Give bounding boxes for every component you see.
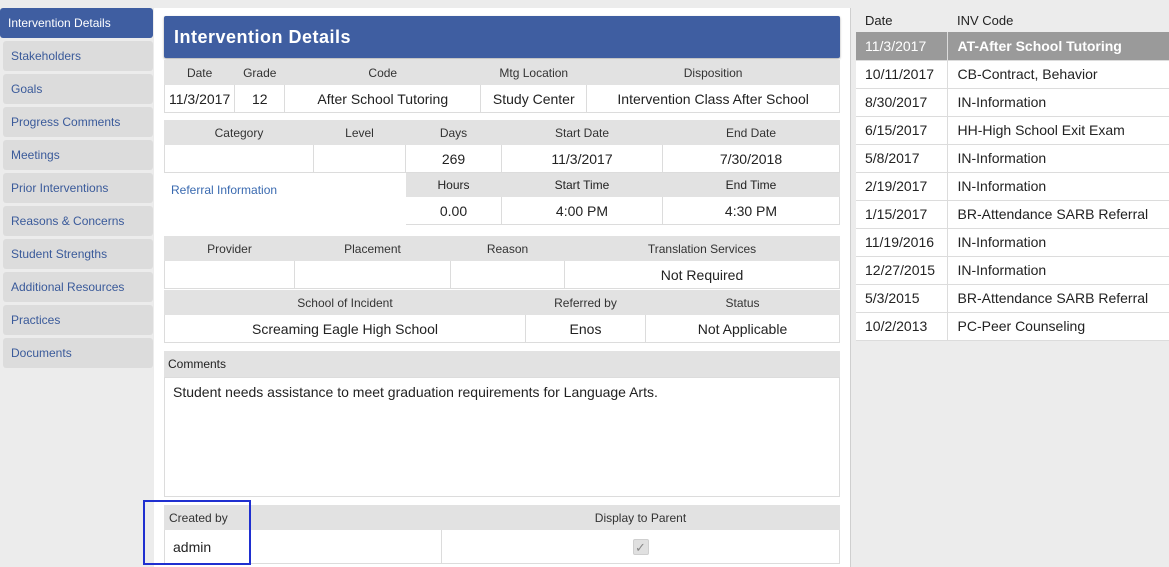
intervention-history-panel — [856, 8, 1169, 567]
schedule-category — [165, 145, 314, 173]
col-end-date: End Date — [663, 121, 840, 145]
created-by-value: admin — [165, 530, 442, 564]
summary-code: After School Tutoring — [285, 85, 481, 113]
summary-disposition: Intervention Class After School — [587, 85, 840, 113]
col-referred-by: Referred by — [526, 291, 646, 315]
col-placement: Placement — [295, 237, 451, 261]
history-code: CB-Contract, Behavior — [947, 60, 1169, 88]
history-row[interactable] — [856, 200, 1169, 228]
nav-item-intervention-details[interactable]: Intervention Details — [0, 8, 153, 38]
history-date: 5/8/2017 — [856, 144, 947, 172]
nav-item-progress-comments[interactable]: Progress Comments — [3, 107, 153, 137]
provider-table — [164, 236, 840, 289]
schedule-table — [164, 120, 840, 225]
display-to-parent-cell — [442, 530, 840, 564]
history-col-date: Date — [856, 8, 947, 32]
history-date: 1/15/2017 — [856, 200, 947, 228]
history-row[interactable] — [856, 60, 1169, 88]
history-col-code: INV Code — [947, 8, 1169, 32]
school-value: Screaming Eagle High School — [165, 315, 526, 343]
summary-date: 11/3/2017 — [165, 85, 235, 113]
col-school: School of Incident — [165, 291, 526, 315]
nav-item-prior-interventions[interactable]: Prior Interventions — [3, 173, 153, 203]
history-code: BR-Attendance SARB Referral — [947, 284, 1169, 312]
history-date: 10/2/2013 — [856, 312, 947, 340]
created-by-label: Created by — [165, 506, 442, 530]
placement-value — [295, 261, 451, 289]
schedule-end-date: 7/30/2018 — [663, 145, 840, 173]
history-row[interactable] — [856, 32, 1169, 60]
history-row[interactable] — [856, 228, 1169, 256]
nav-item-stakeholders[interactable]: Stakeholders — [3, 41, 153, 71]
history-row[interactable] — [856, 284, 1169, 312]
col-provider: Provider — [165, 237, 295, 261]
schedule-start-date: 11/3/2017 — [502, 145, 663, 173]
status-value: Not Applicable — [646, 315, 840, 343]
schedule-level — [314, 145, 406, 173]
col-level: Level — [314, 121, 406, 145]
nav-item-meetings[interactable]: Meetings — [3, 140, 153, 170]
history-code: AT-After School Tutoring — [947, 32, 1169, 60]
col-translation: Translation Services — [565, 237, 840, 261]
summary-grade: 12 — [235, 85, 285, 113]
history-code: IN-Information — [947, 256, 1169, 284]
intervention-history-table — [856, 8, 1169, 341]
reason-value — [451, 261, 565, 289]
col-end-time: End Time — [663, 173, 840, 197]
nav-item-practices[interactable]: Practices — [3, 305, 153, 335]
col-hours: Hours — [406, 173, 502, 197]
history-row[interactable] — [856, 144, 1169, 172]
side-nav — [0, 8, 154, 371]
comments-text[interactable]: Student needs assistance to meet graduation requirements for Language Arts. — [164, 377, 840, 497]
display-to-parent-checkbox[interactable]: ✓ — [633, 539, 649, 555]
history-code: BR-Attendance SARB Referral — [947, 200, 1169, 228]
history-code: IN-Information — [947, 228, 1169, 256]
nav-item-goals[interactable]: Goals — [3, 74, 153, 104]
history-row[interactable] — [856, 312, 1169, 340]
history-date: 11/19/2016 — [856, 228, 947, 256]
page-title: Intervention Details — [164, 16, 840, 58]
history-code: HH-High School Exit Exam — [947, 116, 1169, 144]
referred-by-value: Enos — [526, 315, 646, 343]
col-start-time: Start Time — [502, 173, 663, 197]
col-code: Code — [285, 61, 481, 85]
nav-item-student-strengths[interactable]: Student Strengths — [3, 239, 153, 269]
history-code: IN-Information — [947, 172, 1169, 200]
translation-value: Not Required — [565, 261, 840, 289]
col-date: Date — [165, 61, 235, 85]
schedule-days: 269 — [406, 145, 502, 173]
col-status: Status — [646, 291, 840, 315]
history-date: 2/19/2017 — [856, 172, 947, 200]
col-disposition: Disposition — [587, 61, 840, 85]
history-date: 11/3/2017 — [856, 32, 947, 60]
footer-table — [164, 505, 840, 564]
history-row[interactable] — [856, 256, 1169, 284]
col-start-date: Start Date — [502, 121, 663, 145]
history-row[interactable] — [856, 116, 1169, 144]
schedule-hours: 0.00 — [406, 197, 502, 225]
display-to-parent-label: Display to Parent — [442, 506, 840, 530]
nav-item-additional-resources[interactable]: Additional Resources — [3, 272, 153, 302]
col-category: Category — [165, 121, 314, 145]
history-date: 5/3/2015 — [856, 284, 947, 312]
col-days: Days — [406, 121, 502, 145]
nav-item-reasons-concerns[interactable]: Reasons & Concerns — [3, 206, 153, 236]
intervention-details-panel — [154, 8, 850, 567]
summary-location: Study Center — [481, 85, 587, 113]
history-date: 10/11/2017 — [856, 60, 947, 88]
provider-value — [165, 261, 295, 289]
panel-divider — [850, 8, 851, 567]
summary-table — [164, 60, 840, 113]
col-reason: Reason — [451, 237, 565, 261]
history-row[interactable] — [856, 88, 1169, 116]
col-location: Mtg Location — [481, 61, 587, 85]
history-code: IN-Information — [947, 144, 1169, 172]
incident-table — [164, 290, 840, 343]
schedule-end-time: 4:30 PM — [663, 197, 840, 225]
comments-label: Comments — [164, 351, 840, 377]
referral-cell — [165, 173, 406, 225]
history-date: 12/27/2015 — [856, 256, 947, 284]
history-code: PC-Peer Counseling — [947, 312, 1169, 340]
schedule-start-time: 4:00 PM — [502, 197, 663, 225]
nav-item-documents[interactable]: Documents — [3, 338, 153, 368]
history-date: 6/15/2017 — [856, 116, 947, 144]
history-row[interactable] — [856, 172, 1169, 200]
history-date: 8/30/2017 — [856, 88, 947, 116]
col-grade: Grade — [235, 61, 285, 85]
history-code: IN-Information — [947, 88, 1169, 116]
referral-information-link[interactable]: Referral Information — [171, 183, 278, 197]
